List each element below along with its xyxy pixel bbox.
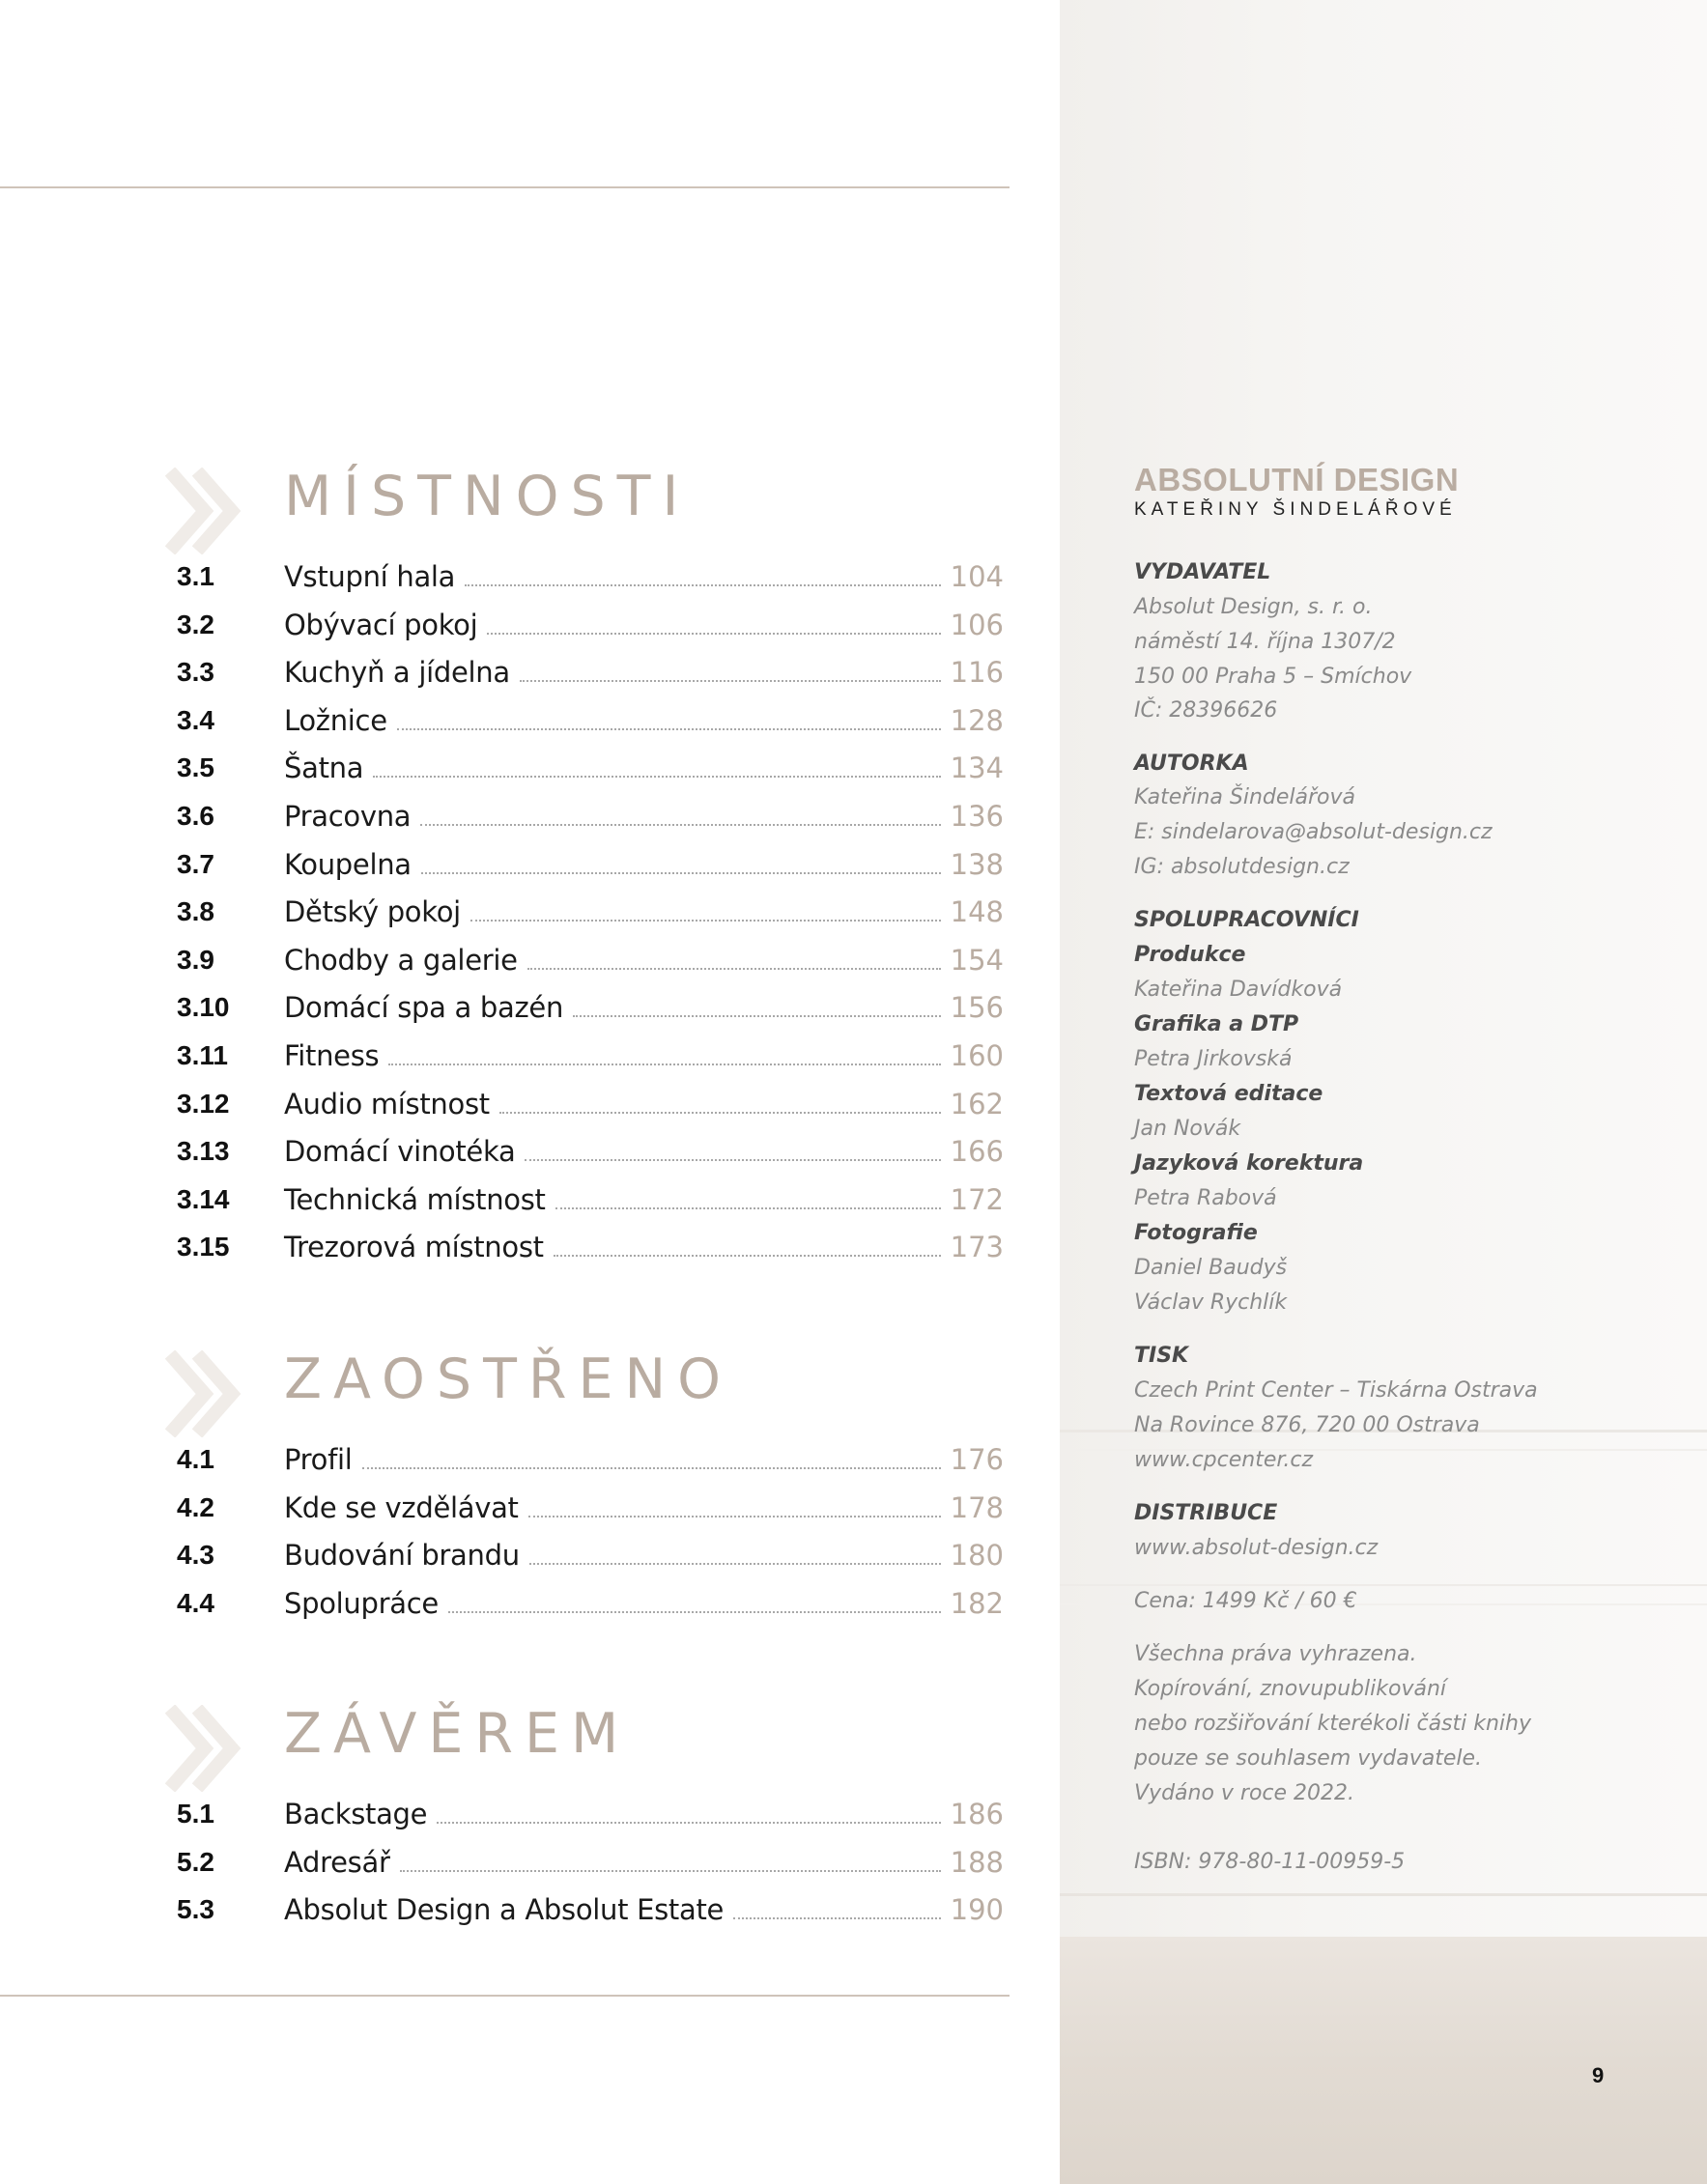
- toc-item-line: [284, 608, 1004, 642]
- colophon-text: www.cpcenter.cz: [1134, 1448, 1314, 1472]
- toc-item-number: 5.1: [177, 1799, 214, 1829]
- toc-item-label: Kuchyň a jídelna: [284, 656, 510, 690]
- toc-item-number: 3.10: [177, 992, 230, 1023]
- toc-item-label: Backstage: [284, 1798, 428, 1830]
- brand-title: ABSOLUTNÍ DESIGN: [1134, 462, 1460, 497]
- toc-leader-dots: [420, 824, 940, 826]
- chevron-double-icon: [164, 468, 257, 554]
- toc-leader-dots: [397, 728, 941, 730]
- toc-item-number: 3.12: [177, 1088, 230, 1119]
- colophon-text: Absolut Design, s. r. o.: [1134, 595, 1373, 619]
- toc-item[interactable]: [0, 1230, 1060, 1277]
- colophon-heading: SPOLUPRACOVNÍCI: [1134, 908, 1359, 932]
- toc-item-page: 106: [950, 608, 1004, 641]
- toc-item[interactable]: [0, 1038, 1060, 1086]
- colophon-heading: DISTRIBUCE: [1134, 1501, 1278, 1525]
- toc-leader-dots: [421, 872, 941, 874]
- toc-leader-dots: [400, 1870, 941, 1872]
- colophon-text: www.absolut-design.cz: [1134, 1536, 1379, 1560]
- toc-item-page: 156: [950, 991, 1004, 1025]
- toc-item-label: Fitness: [284, 1039, 380, 1072]
- toc-item-label: Domácí vinotéka: [284, 1135, 516, 1169]
- toc-leader-dots: [554, 1255, 941, 1257]
- toc-item-number: 5.2: [177, 1846, 214, 1877]
- toc-leader-dots: [465, 584, 941, 586]
- toc-item-label: Chodby a galerie: [284, 943, 518, 977]
- brand-subtitle: KATEŘINY ŠINDELÁŘOVÉ: [1134, 499, 1457, 520]
- toc-item-label: Spolupráce: [284, 1586, 439, 1620]
- toc-item-page: 172: [950, 1182, 1004, 1216]
- colophon-text: Vydáno v roce 2022.: [1134, 1781, 1355, 1805]
- toc-item-line: [284, 990, 1004, 1025]
- colophon-role: Grafika a DTP: [1134, 1012, 1299, 1036]
- toc-item-page: 128: [950, 703, 1004, 737]
- toc-item-label: Šatna: [284, 752, 364, 785]
- toc-item[interactable]: [0, 799, 1060, 846]
- toc-item[interactable]: [0, 1892, 1060, 1940]
- toc-item-number: 3.3: [177, 657, 214, 688]
- toc-leader-dots: [573, 1015, 941, 1017]
- toc-item-line: [284, 1230, 1004, 1264]
- toc-item-line: [284, 703, 1004, 738]
- toc-item-page: 182: [950, 1586, 1004, 1620]
- toc-item-line: [284, 1845, 1004, 1880]
- colophon-text: Jan Novák: [1134, 1117, 1241, 1141]
- toc-leader-dots: [520, 680, 941, 682]
- colophon-text: Na Rovince 876, 720 00 Ostrava: [1134, 1413, 1480, 1437]
- colophon-role: Jazyková korektura: [1134, 1151, 1364, 1176]
- toc-item-page: 166: [950, 1135, 1004, 1169]
- toc-item-number: 3.8: [177, 896, 214, 927]
- colophon-role: Textová editace: [1134, 1082, 1323, 1106]
- toc-item-line: [284, 1182, 1004, 1217]
- toc-item-line: [284, 943, 1004, 978]
- toc-item-number: 3.7: [177, 848, 214, 879]
- toc-item-label: Budování brandu: [284, 1539, 520, 1573]
- toc-item-number: 5.3: [177, 1894, 214, 1925]
- page-number: 9: [1592, 2063, 1605, 2087]
- colophon-role: Produkce: [1134, 943, 1246, 967]
- chevron-double-icon: [164, 1705, 257, 1792]
- colophon-heading: AUTORKA: [1134, 752, 1249, 776]
- toc-item[interactable]: [0, 559, 1060, 607]
- top-rule: [0, 186, 1010, 188]
- toc-item-label: Vstupní hala: [284, 560, 456, 593]
- toc-leader-dots: [448, 1611, 941, 1613]
- colophon-text: Kopírování, znovupublikování: [1134, 1677, 1446, 1701]
- toc-item-page: 162: [950, 1087, 1004, 1120]
- colophon-role: Fotografie: [1134, 1221, 1258, 1245]
- toc-item[interactable]: [0, 894, 1060, 942]
- toc-leader-dots: [529, 1563, 941, 1565]
- toc-item-line: [284, 751, 1004, 785]
- toc-item-line: [284, 1038, 1004, 1073]
- toc-leader-dots: [555, 1207, 941, 1209]
- toc-item-page: 188: [950, 1845, 1004, 1879]
- chevron-double-icon: [164, 1350, 257, 1437]
- toc-leader-dots: [373, 776, 940, 778]
- toc-item-page: 148: [950, 895, 1004, 929]
- toc-item-page: 173: [950, 1231, 1004, 1264]
- toc-item-line: [284, 655, 1004, 690]
- colophon-text: Všechna práva vyhrazena.: [1134, 1642, 1417, 1666]
- colophon-text: Václav Rychlík: [1134, 1291, 1288, 1315]
- toc-item-page: 160: [950, 1039, 1004, 1072]
- toc-item[interactable]: [0, 847, 1060, 894]
- toc-item[interactable]: [0, 1586, 1060, 1633]
- colophon-text: nebo rozšiřování kterékoli části knihy: [1134, 1712, 1532, 1736]
- toc-item[interactable]: [0, 655, 1060, 702]
- toc-item[interactable]: [0, 1490, 1060, 1538]
- toc-item-number: 3.14: [177, 1183, 230, 1214]
- toc-leader-dots: [527, 968, 941, 970]
- toc-leader-dots: [528, 1516, 941, 1517]
- colophon-text: IG: absolutdesign.cz: [1134, 855, 1350, 879]
- toc-item-line: [284, 1490, 1004, 1525]
- toc-item[interactable]: [0, 943, 1060, 990]
- colophon-text: IČ: 28396626: [1134, 698, 1278, 723]
- colophon-text: 150 00 Praha 5 – Smíchov: [1134, 665, 1412, 689]
- toc-leader-dots: [525, 1159, 940, 1161]
- toc-item[interactable]: [0, 990, 1060, 1037]
- toc-item[interactable]: [0, 1442, 1060, 1489]
- toc-item-line: [284, 559, 1004, 594]
- toc-item[interactable]: [0, 608, 1060, 655]
- toc-item-line: [284, 1134, 1004, 1169]
- bottom-rule: [0, 1995, 1010, 1997]
- toc-item-label: Pracovna: [284, 800, 412, 833]
- toc-item-page: 116: [950, 656, 1004, 690]
- colophon-text: E: sindelarova@absolut-design.cz: [1134, 820, 1493, 844]
- toc-item-page: 136: [950, 800, 1004, 833]
- toc-item-number: 4.2: [177, 1491, 214, 1522]
- toc-item-label: Audio místnost: [284, 1087, 490, 1120]
- toc-item-label: Ložnice: [284, 703, 387, 737]
- toc-item-number: 3.6: [177, 801, 214, 831]
- colophon-text: Kateřina Davídková: [1134, 978, 1343, 1002]
- toc-item-number: 4.4: [177, 1587, 214, 1618]
- colophon-text: Kateřina Šindelářová: [1134, 785, 1355, 809]
- toc-leader-dots: [487, 633, 940, 635]
- colophon-text: Petra Rabová: [1134, 1186, 1277, 1210]
- section-title: MÍSTNOSTI: [284, 465, 691, 528]
- colophon-heading: TISK: [1134, 1344, 1189, 1368]
- toc-item-number: 3.15: [177, 1232, 230, 1262]
- toc-item-page: 186: [950, 1798, 1004, 1830]
- toc-item-page: 138: [950, 847, 1004, 881]
- toc-item-label: Kde se vzdělávat: [284, 1490, 519, 1524]
- toc-item[interactable]: [0, 1134, 1060, 1181]
- toc-item-line: [284, 1442, 1004, 1477]
- toc-item-page: 104: [950, 560, 1004, 593]
- toc-item-page: 190: [950, 1893, 1004, 1927]
- toc-item-number: 4.3: [177, 1540, 214, 1571]
- toc-leader-dots: [470, 920, 941, 922]
- toc-item-line: [284, 1797, 1004, 1831]
- toc-item-number: 3.4: [177, 704, 214, 735]
- colophon-text: Cena: 1499 Kč / 60 €: [1134, 1589, 1357, 1613]
- wall-skirting-line: [1060, 1893, 1707, 1896]
- wall-moulding-line: [1060, 1584, 1707, 1586]
- toc-item-label: Domácí spa a bazén: [284, 991, 564, 1025]
- toc-item-label: Trezorová místnost: [284, 1231, 544, 1264]
- toc-item-label: Koupelna: [284, 847, 412, 881]
- toc-item[interactable]: [0, 1845, 1060, 1892]
- section-title: ZAOSTŘENO: [284, 1347, 733, 1411]
- colophon-text: Petra Jirkovská: [1134, 1047, 1293, 1071]
- toc-item-label: Absolut Design a Absolut Estate: [284, 1893, 725, 1927]
- toc-item-number: 3.11: [177, 1040, 228, 1070]
- toc-item-line: [284, 847, 1004, 882]
- toc-item-page: 134: [950, 752, 1004, 785]
- toc-item[interactable]: [0, 1087, 1060, 1134]
- toc-item-number: 3.9: [177, 944, 214, 975]
- toc-item-label: Technická místnost: [284, 1182, 546, 1216]
- toc-item-number: 3.13: [177, 1136, 230, 1167]
- toc-item-line: [284, 799, 1004, 834]
- toc-leader-dots: [362, 1467, 941, 1469]
- toc-item-page: 178: [950, 1490, 1004, 1524]
- toc-item[interactable]: [0, 1182, 1060, 1230]
- floor-photo: [1060, 1937, 1707, 2184]
- toc-item-number: 4.1: [177, 1444, 214, 1474]
- colophon-heading: VYDAVATEL: [1134, 560, 1271, 584]
- toc-item[interactable]: [0, 703, 1060, 751]
- toc-leader-dots: [733, 1917, 941, 1919]
- toc-item-label: Adresář: [284, 1845, 390, 1879]
- colophon-text: Czech Print Center – Tiskárna Ostrava: [1134, 1378, 1538, 1403]
- toc-leader-dots: [388, 1064, 940, 1065]
- toc-item-page: 176: [950, 1443, 1004, 1476]
- toc-item-number: 3.5: [177, 752, 214, 783]
- toc-item-number: 3.2: [177, 609, 214, 639]
- colophon-text: ISBN: 978-80-11-00959-5: [1134, 1850, 1406, 1874]
- toc-item[interactable]: [0, 1797, 1060, 1844]
- toc-item-line: [284, 1892, 1004, 1927]
- toc-leader-dots: [499, 1112, 941, 1114]
- colophon-text: pouze se souhlasem vydavatele.: [1134, 1746, 1483, 1771]
- toc-item-line: [284, 1538, 1004, 1573]
- toc-item[interactable]: [0, 751, 1060, 798]
- toc-item-page: 180: [950, 1539, 1004, 1573]
- toc-item-line: [284, 894, 1004, 929]
- toc-item-page: 154: [950, 943, 1004, 977]
- toc-item-label: Obývací pokoj: [284, 608, 478, 641]
- toc-item-label: Profil: [284, 1443, 353, 1476]
- colophon-text: Daniel Baudyš: [1134, 1256, 1288, 1280]
- colophon-text: náměstí 14. října 1307/2: [1134, 630, 1396, 654]
- toc-item-number: 3.1: [177, 561, 214, 591]
- section-title: ZÁVĚREM: [284, 1702, 631, 1766]
- toc-leader-dots: [437, 1822, 940, 1824]
- toc-item-label: Dětský pokoj: [284, 895, 461, 929]
- toc-item[interactable]: [0, 1538, 1060, 1585]
- toc-item-line: [284, 1087, 1004, 1121]
- toc-item-line: [284, 1586, 1004, 1621]
